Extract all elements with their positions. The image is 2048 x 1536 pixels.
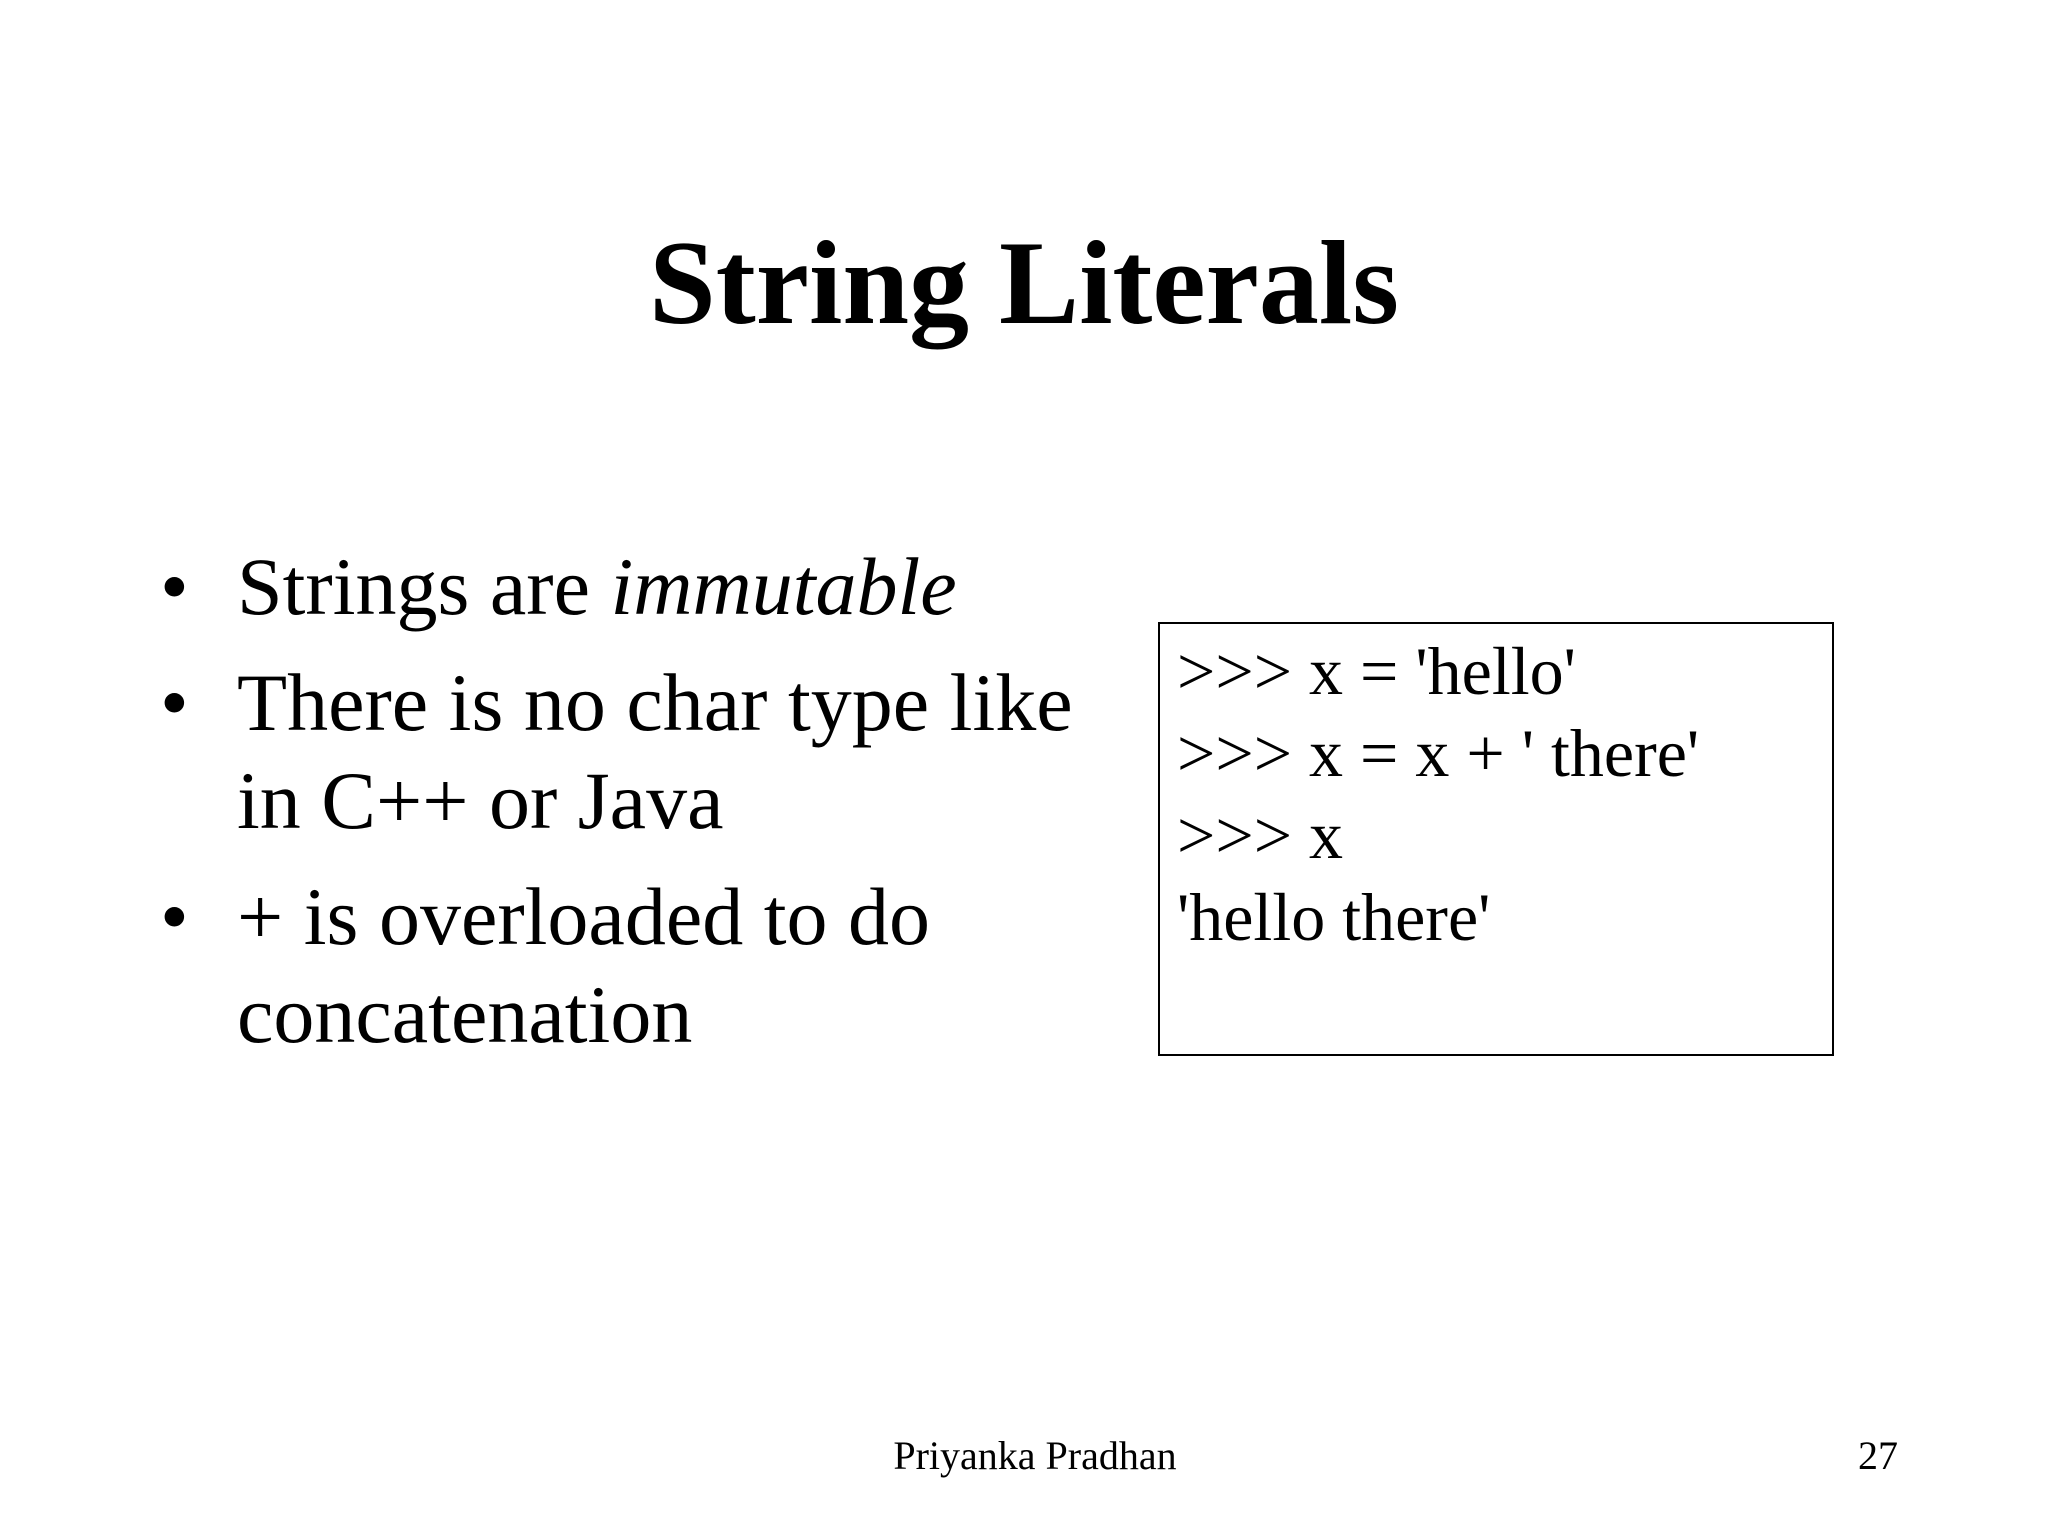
- bullet-list: [160, 538, 1100, 1082]
- bullet-text-line1: There is no char type like: [237, 657, 1073, 748]
- bullet-emphasis: immutable: [610, 541, 957, 632]
- code-line: >>> x = x + ' there': [1177, 715, 1700, 791]
- bullet-text-line2: concatenation: [237, 969, 693, 1060]
- code-example-box: [1158, 622, 1834, 1056]
- bullet-item: [160, 868, 1100, 1064]
- bullet-item: [160, 538, 1100, 636]
- bullet-marker: •: [160, 541, 189, 632]
- code-line: >>> x: [1177, 797, 1344, 873]
- bullet-marker: •: [160, 871, 189, 962]
- bullet-text-line2: in C++ or Java: [237, 755, 724, 846]
- code-output-line: 'hello there': [1177, 879, 1491, 955]
- bullet-text-line1: + is overloaded to do: [237, 871, 930, 962]
- bullet-marker: •: [160, 657, 189, 748]
- bullet-item: [160, 654, 1100, 850]
- page-number: 27: [1858, 1433, 1898, 1478]
- bullet-text: Strings are: [237, 541, 611, 632]
- slide-title: String Literals: [649, 216, 1399, 349]
- footer-author: Priyanka Pradhan: [893, 1433, 1177, 1478]
- code-line: >>> x = 'hello': [1177, 633, 1576, 709]
